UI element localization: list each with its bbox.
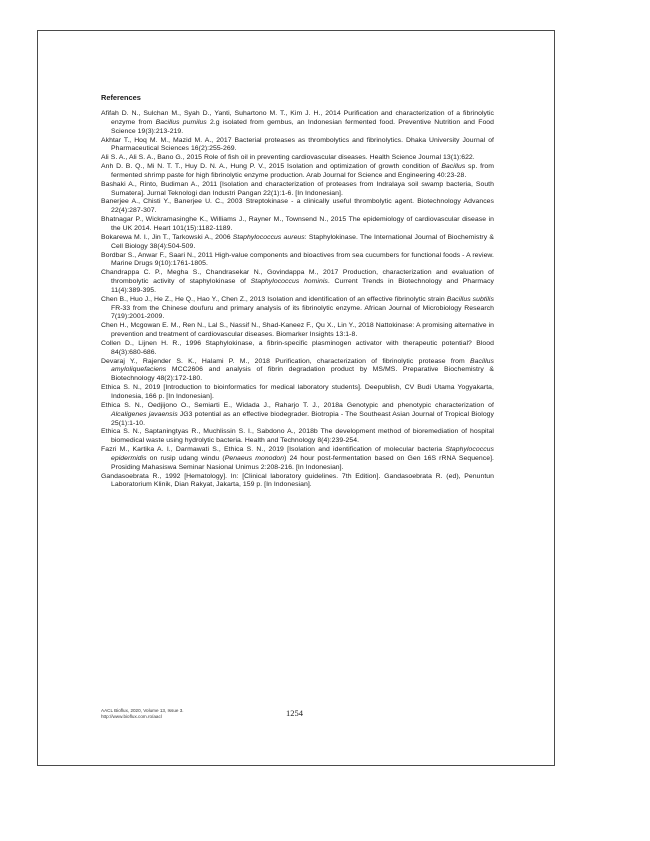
reference-list: [101, 110, 494, 490]
reference-text: Akhtar T., Hoq M. M., Mazid M. A., 2017 Bacterial proteases as thrombolytics and fibrinolytics. Dhaka University Journal of Pharmaceutical Sciences 16(2):255-269.: [101, 136, 494, 153]
reference-text: Gandasoebrata R., 1992 [Hematology]. In: [Clinical laboratory guidelines. 7th Edition]. Gandasoebrata R. (ed), Penuntun Laboratorium Klinik, Dian Rakyat, Jakarta, 159 p. [In Indonesian].: [101, 472, 494, 489]
reference-entry: [101, 216, 494, 234]
reference-text: Ethica S. N., Oedjijono O., Semiarti E., Widada J., Raharjo T. J., 2018a Genotypic and phenotypic characterization of: [101, 401, 494, 409]
reference-text: Anh D. B. Q., Mi N. T. T., Huy D. N. A., Hung P. V., 2015 Isolation and optimization of growth condition of: [101, 163, 442, 171]
reference-text: Devaraj Y., Rajender S. K., Halami P. M., 2018 Purification, characterization of fibrinolytic protease from: [101, 357, 471, 365]
reference-entry: [101, 296, 494, 323]
species-name: Bacillus: [441, 163, 466, 171]
species-name: Alcaligenes javaensis: [111, 410, 178, 418]
reference-entry: [101, 234, 494, 252]
reference-text: Chandrappa C. P., Megha S., Chandrasekar N., Govindappa M., 2017 Production, characterization and evaluation of thrombolytic activity of staphylokinase of: [101, 269, 494, 286]
reference-entry: [101, 340, 494, 358]
species-name: Bacillus subtilis: [446, 295, 494, 303]
species-name: Staphylococcus aureus: [232, 233, 305, 241]
references-heading: References: [101, 93, 141, 102]
page-number: 1254: [286, 708, 303, 718]
reference-entry: [101, 446, 494, 473]
page-footer: [101, 708, 494, 728]
journal-citation: [101, 708, 184, 720]
reference-entry: [101, 322, 494, 340]
reference-entry: [101, 252, 494, 270]
reference-text: Collen D., Lijnen H. R., 1996 Staphylokinase, a fibrin-specific plasminogen activator with therapeutic potential? Blood 84(3):680-686.: [101, 339, 494, 356]
reference-text: Bokarewa M. I., Jin T., Tarkowski A., 2006: [101, 233, 233, 241]
reference-text: MCC2606 and analysis of fibrin degradation product by MS/MS. Preparative Biochemistry & Biotechnology 48(2):172-180.: [111, 366, 494, 383]
reference-text: Bhatnagar P., Wickramasinghe K., Williams J., Rayner M., Townsend N., 2015 The epidemiology of cardiovascular disease in the UK 2014. Heart 101(15):1182-1189.: [101, 216, 494, 232]
reference-text: Bashaki A., Rinto, Budiman A., 2011 [Isolation and characterization of proteases from Indralaya soil swamp bacteria, South Sumatera]. Jurnal Teknologi dan Industri Pangan 22(1):1-6. [In Indonesian].: [101, 180, 494, 197]
reference-entry: [101, 358, 494, 385]
reference-text: Banerjee A., Chisti Y., Banerjee U. C., 2003 Streptokinase - a clinically useful thrombolytic agent. Biotechnology Advances 22(4):287-307.: [101, 198, 494, 215]
reference-entry: [101, 154, 494, 163]
references-section: [101, 93, 494, 490]
species-name: Staphylococcus epidermidis: [111, 446, 494, 462]
reference-entry: [101, 163, 494, 181]
reference-entry: [101, 384, 494, 402]
reference-text: Ethica S. N., Saptaningtyas R., Muchlissin S. I., Sabdono A., 2018b The development method of bioremediation of hospital biomedical waste using hydrolytic bacteria. Health and Technology 8(4):239-254.: [101, 428, 494, 445]
reference-entry: [101, 269, 494, 296]
reference-text: Ali S. A., Ali S. A., Bano G., 2015 Role of fish oil in preventing cardiovascular diseases. Health Science Journal 13(1):622.: [101, 154, 475, 162]
species-name: Staphylococcus hominis: [250, 278, 328, 286]
reference-text: . Current Trends in Biotechnology and Pharmacy 11(4):389-395.: [111, 278, 494, 294]
reference-entry: [101, 137, 494, 155]
reference-entry: [101, 402, 494, 429]
reference-text: Fazri M., Kartika A. I., Darmawati S., Ethica S. N., 2019 [Isolation and identification of molecular bacteria: [101, 446, 446, 454]
reference-entry: [101, 181, 494, 199]
species-name: Bacillus pumilus: [155, 118, 207, 126]
reference-text: on rusip udang windu (: [146, 454, 225, 462]
reference-entry: [101, 473, 494, 491]
reference-text: Afifah D. N., Sulchan M., Syah D., Yanti, Suhartono M. T., Kim J. H., 2014 Purification and characterization of a fibrinolytic enzyme from: [101, 110, 494, 126]
reference-text: ) 24 hour post-fermentation based on Gen 16S rRNA Sequence]. Prosiding Mahasiswa Seminar Nasional Unimus 2:208-216. [In Indonesian].: [111, 454, 494, 471]
reference-entry: [101, 198, 494, 216]
reference-entry: [101, 428, 494, 446]
reference-text: Chen B., Huo J., He Z., He Q., Hao Y., Chen Z., 2013 Isolation and identification of an effective fibrinolytic strain: [101, 295, 447, 303]
journal-line: AACL Bioflux, 2020, Volume 13, Issue 3.: [101, 708, 184, 713]
reference-entry: [101, 110, 494, 137]
reference-text: 2.g isolated from gembus, an Indonesian fermented food. Preventive Nutrition and Food Science 19(3):213-219.: [111, 118, 495, 135]
reference-text: JG3 potential as an effective biodegrader. Biotropia - The Southeast Asian Journal of Tropical Biology 25(1):1-10.: [111, 410, 495, 427]
reference-text: Bordbar S., Anwar F., Saari N., 2011 High-value components and bioactives from sea cucumbers for functional foods - A review. Marine Drugs 9(10):1761-1805.: [101, 251, 494, 268]
reference-text: Ethica S. N., 2019 [Introduction to bioinformatics for medical laboratory students]. Deepublish, CV Budi Utama Yogyakarta, Indonesia, 166 p. [In Indonesian].: [101, 384, 494, 400]
reference-text: sp. from fermented shrimp paste for high fibrinolytic enzyme production. Arab Journal for Science and Engineering 40:23-28.: [111, 163, 494, 179]
reference-text: FR-33 from the Chinese doufuru and primary analysis of its fibrinolytic enzyme. African Journal of Microbiology Research 7(19):2001-2009.: [111, 304, 494, 321]
journal-url: http://www.bioflux.com.ro/aacl: [101, 714, 162, 719]
document-page: [37, 30, 555, 766]
reference-text: Chen H., Mcgowan E. M., Ren N., Lal S., Nassif N., Shad-Kaneez F., Qu X., Lin Y., 2018 Nattokinase: A promising alternative in prevention and treatment of cardiovascular diseases. Biomarker Insights 13:1-8.: [101, 322, 494, 339]
reference-text: : Staphylokinase. The International Journal of Biochemistry & Cell Biology 38(4):504-509.: [111, 233, 494, 250]
species-name: Bacillus amyloliquefaciens: [111, 357, 494, 374]
species-name: Penaeus monodon: [224, 454, 285, 462]
